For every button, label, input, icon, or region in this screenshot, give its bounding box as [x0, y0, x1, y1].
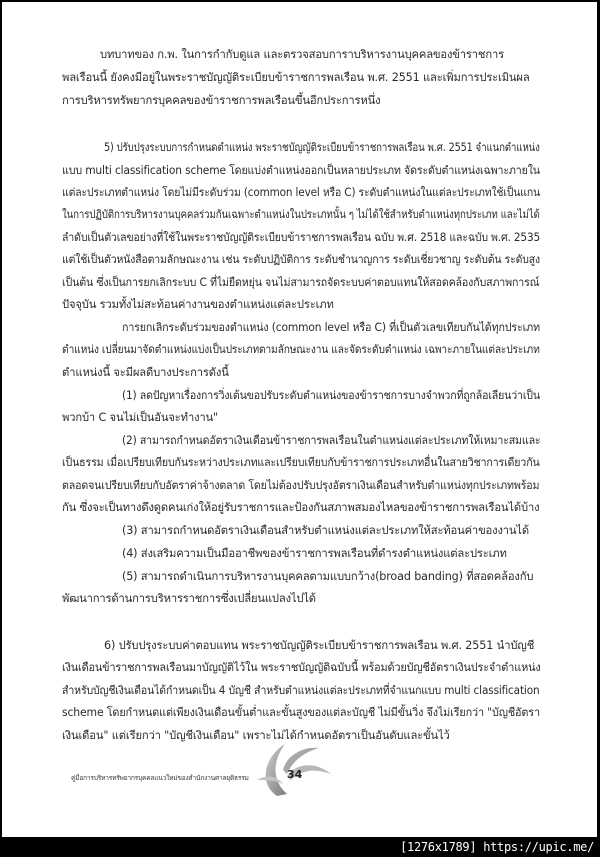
text-line: สำหรับบัญชีเงินเดือนได้กำหนดเป็น 4 บัญชี สำหรับตำแหน่งแต่ละประเภทที่จำแนกแบบ multi classification	[62, 684, 540, 697]
text-line: บทบาทของ ก.พ. ในการกำกับดูแล และตรวจสอบการาบริหารงานบุคคลของข้าราชการ	[100, 48, 504, 61]
text-line: แต่ละประเภทตำแหน่ง โดยไม่มีระดับร่วม (common level หรือ C) ระดับตำแหน่งในแต่ละประเภทใช้เป็นแกน	[62, 186, 540, 199]
text-line: การบริหารทรัพยากรบุคคลของข้าราชการพลเรือนขึ้นอีกประการหนึ่ง	[62, 94, 381, 107]
text-line: เงินเดือนข้าราชการพลเรือนมาบัญญัติไว้ใน พระราชบัญญัติฉบับนี้ พร้อมด้วยบัญชีอัตราเงินประจำตำแหน่ง	[62, 661, 541, 674]
text-line: ปัจจุบัน รวมทั้งไม่สะท้อนค่างานของตำแหน่งแต่ละประเภท	[62, 298, 334, 311]
text-line: การยกเลิกระดับร่วมของตำแหน่ง (common level หรือ C) ที่เป็นตัวเลขเทียบกันได้ทุกประเภท	[122, 321, 540, 334]
text-line: (4) ส่งเสริมความเป็นมืออาชีพของข้าราชการพลเรือนที่ดำรงตำแหน่งแต่ละประเภท	[122, 547, 507, 560]
text-line: scheme โดยกำหนดแต่เพียงเงินเดือนขั้นต่ำและขั้นสูงของแต่ละบัญชี ไม่มีขั้นวิ่ง จึงไม่เรียกว่า "บัญชีอัตรา	[62, 706, 540, 719]
text-line: พวกบ้า C จนไม่เป็นอันจะทำงาน"	[62, 411, 219, 424]
text-line: ลำดับเป็นตัวเลขอย่างที่ใช้ในพระราชบัญญัติระเบียบข้าราชการพลเรือน ฉบับ พ.ศ. 2518 และฉบับ พ.ศ. 2535	[62, 231, 541, 244]
text-line: 6) ปรับปรุงระบบค่าตอบแทน พระราชบัญญัติระเบียบข้าราชการพลเรือน พ.ศ. 2551 นำบัญชี	[104, 639, 535, 652]
text-line: (2) สามารถกำหนดอัตราเงินเดือนข้าราชการพลเรือนในตำแหน่งแต่ละประเภทให้เหมาะสมและ	[122, 434, 541, 447]
text-line: (5) สามารถดำเนินการบริหารงานบุคคลตามแบบกว้าง(broad banding) ที่สอดคล้องกับ	[122, 570, 534, 583]
text-line: แต่ใช้เป็นตัวหนังสือตามลักษณะงาน เช่น ระดับปฏิบัติการ ระดับชำนาญการ ระดับเชี่ยวชาญ ระดับต้น ระดับสูง	[62, 253, 540, 266]
text-line: เงินเดือน" แต่เรียกว่า "บัญชีเงินเดือน" เพราะไม่ได้กำหนดอัตราเป็นอันดับและขั้นไว้	[62, 729, 450, 742]
text-line: เป็นต้น ซึ่งเป็นการยกเลิกระบบ C ที่ไม่ยืดหยุ่น จนไม่สามารถจัดระบบค่าตอบแทนให้สอดคล้องกับสภาพการณ์	[62, 276, 540, 289]
text-line: เป็นธรรม เมื่อเปรียบเทียบกันระหว่างประเภทและเปรียบเทียบกับข้าราชการประเภทอื่นในสายวิชาการเดียวกัน	[62, 456, 540, 469]
image-watermark: [1276x1789] https://upic.me/	[400, 840, 594, 854]
document-page	[2, 2, 597, 837]
text-line: ตลอดจนเปรียบเทียบกับอัตราค่าจ้างตลาด โดยไม่ต้องปรับปรุงอัตราเงินเดือนสำหรับตำแหน่งทุกประเภทพร้อม	[62, 479, 540, 492]
footer-document-title: คู่มือการบริหารทรัพยากรบุคคลแนวใหม่ของสำนักงานศาลยุติธรรม	[71, 774, 249, 782]
text-line: กัน ซึ่งจะเป็นทางดึงดูดคนเก่งให้อยู่รับราชการและป้องกันสภาพสมองไหลของข้าราชการพลเรือนได้บ้าง	[62, 501, 540, 514]
text-line: พลเรือนนี้ ยังคงมีอยู่ในพระราชบัญญัติระเบียบข้าราชการพลเรือน พ.ศ. 2551 และเพิ่มการประเมินผล	[62, 71, 530, 84]
text-line: ในการปฏิบัติการบริหารงานบุคคลร่วมกันเฉพาะตำแหน่งในประเภทนั้น ๆ ไม่ได้ใช้สำหรับตำแหน่งทุกประเภท และไม่ได้	[62, 208, 540, 221]
text-line: พัฒนาการด้านการบริหารราชการซึ่งเปลี่ยนแปลงไปได้	[62, 592, 316, 605]
text-line: 5) ปรับปรุงระบบการกำหนดตำแหน่ง พระราชบัญญัติระเบียบข้าราชการพลเรือน พ.ศ. 2551 จำแนกตำแหน่ง	[104, 141, 540, 154]
text-line: (1) ลดปัญหาเรื่องการวิ่งเต้นขอปรับระดับตำแหน่งของข้าราชการบางจำพวกที่ถูกล้อเลียนว่าเป็น	[122, 389, 540, 402]
text-line: แบบ multi classification scheme โดยแบ่งตำแหน่งออกเป็นหลายประเภท จัดระดับตำแหน่งเฉพาะภายใน	[62, 164, 540, 177]
text-line: (3) สามารถกำหนดอัตราเงินเดือนสำหรับตำแหน่งแต่ละประเภทให้สะท้อนค่าของงานได้	[122, 524, 529, 537]
text-line: ตำแหน่ง เปลี่ยนมาจัดตำแหน่งแบ่งเป็นประเภทตามลักษณะงาน และจัดระดับตำแหน่ง เฉพาะภายในแต่ละประเภท	[62, 343, 540, 356]
page-number: 34	[287, 768, 303, 781]
text-line: ตำแหน่งนี้ จะมีผลดีบางประการดังนี้	[62, 366, 229, 379]
